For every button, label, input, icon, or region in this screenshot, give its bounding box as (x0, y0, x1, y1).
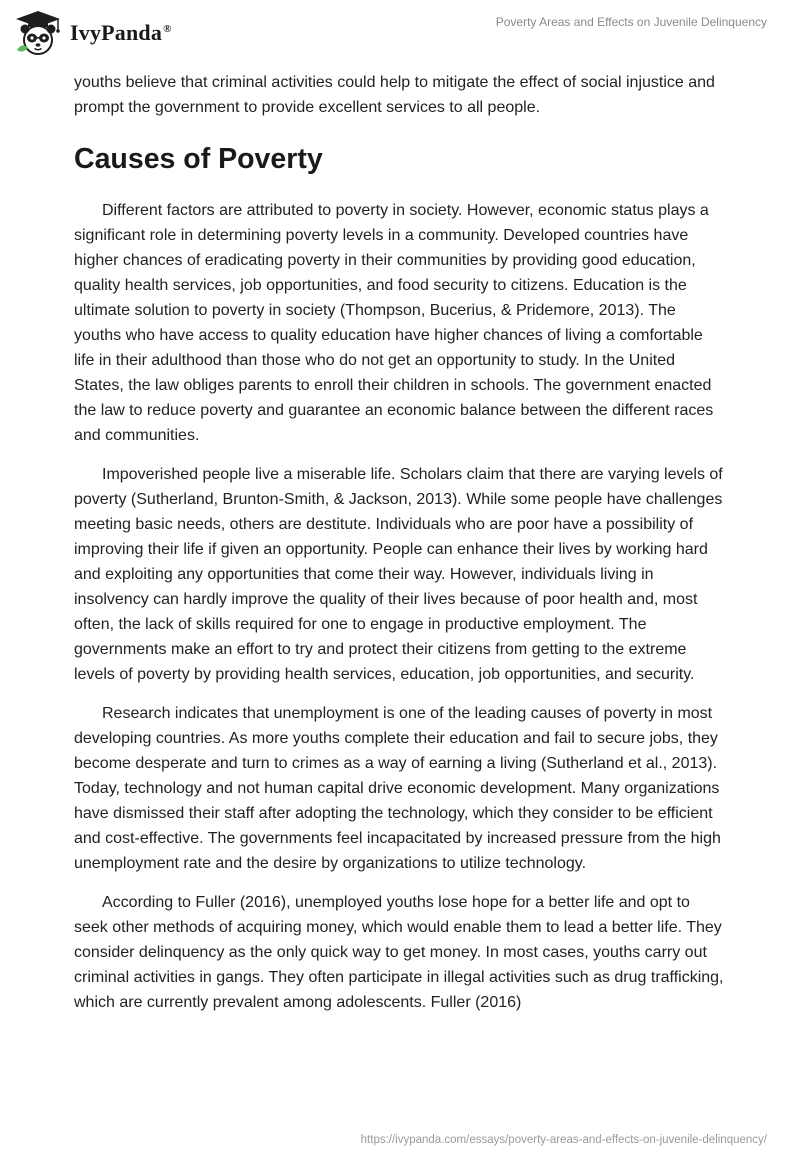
article-body (74, 70, 726, 1029)
paragraph: Impoverished people live a miserable life. Scholars claim that there are varying levels of poverty (Sutherland, Brunton-Smith, & Jackson, 2013). While some people have challenges meeting basic needs, others are destitute. Individuals who are poor have a possibility of improving their life if given an opportunity. People can enhance their lives by working hard and exploiting any opportunities that come their way. However, individuals living in insolvency can hardly improve the quality of their lives because of poor health and, most often, the lack of skills required for one to engage in productive employment. The governments make an effort to try and protect their citizens from getting to the extreme levels of poverty by providing health services, education, job opportunities, and security. (74, 466, 723, 683)
paragraph: Research indicates that unemployment is one of the leading causes of poverty in most developing countries. As more youths complete their education and fail to secure jobs, they become desperate and turn to crimes as a way of earning a living (Sutherland et al., 2013). Today, technology and not human capital drive economic development. Many organizations have dismissed their staff after adopting the technology, which they consider to be efficient and cost-effective. The governments feel incapacitated by increased pressure from the high unemployment rate and the desire by organizations to utilize technology. (74, 705, 721, 872)
intro-continuation: youths believe that criminal activities could help to mitigate the effect of social injustice and prompt the government to provide excellent services to all people. (74, 74, 715, 116)
section-heading: Causes of Poverty (74, 143, 323, 175)
paragraph: Different factors are attributed to poverty in society. However, economic status plays a significant role in determining poverty levels in a community. Developed countries have higher chances of eradicating poverty in their communities by providing good education, quality health services, job opportunities, and food security to citizens. Education is the ultimate solution to poverty in society (Thompson, Bucerius, & Pridemore, 2013). The youths who have access to quality education have higher chances of living a comfortable life in their adulthood than those who do not get an opportunity to study. In the United States, the law obliges parents to enroll their children in schools. The government enacted the law to reduce poverty and guarantee an economic balance between the different races and communities. (74, 202, 714, 444)
source-url-link[interactable]: https://ivypanda.com/essays/poverty-areas-and-effects-on-juvenile-delinquency/ (360, 1134, 767, 1146)
brand-logo[interactable] (14, 10, 172, 56)
document-title: Poverty Areas and Effects on Juvenile Delinquency (495, 15, 767, 29)
paragraph: According to Fuller (2016), unemployed youths lose hope for a better life and opt to seek other methods of acquiring money, which would enable them to lead a better life. They consider delinquency as the only quick way to get money. In most cases, youths carry out criminal activities in gangs. They often participate in illegal activities such as drug trafficking, which are currently prevalent among adolescents. Fuller (2016) (74, 894, 724, 1011)
panda-graduate-icon (14, 10, 62, 56)
page-header (0, 0, 800, 66)
registered-mark: ® (163, 22, 172, 35)
brand-name: IvyPanda® (70, 20, 172, 45)
